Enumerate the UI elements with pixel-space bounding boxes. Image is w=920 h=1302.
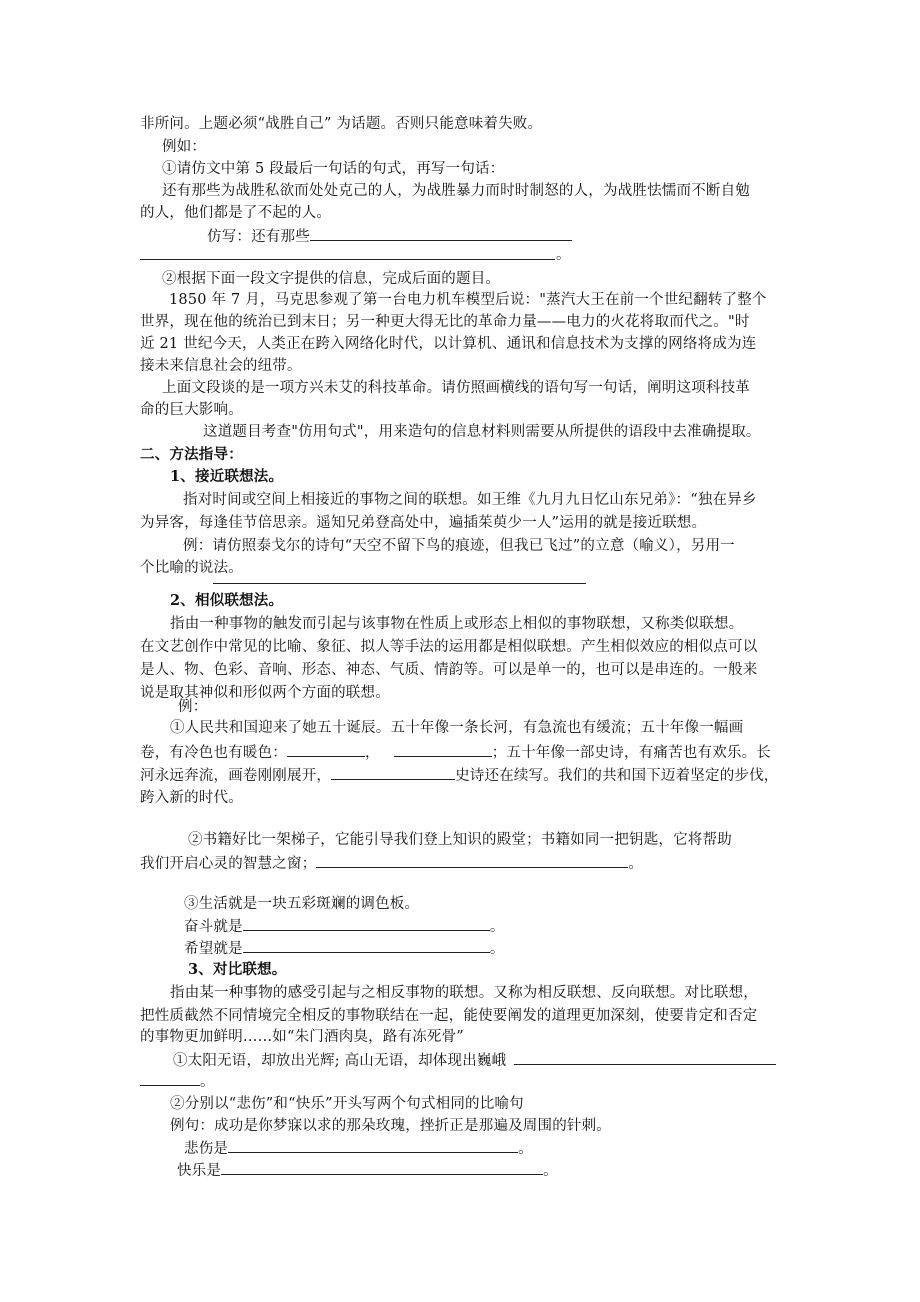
text-segment: 。 (518, 1141, 533, 1157)
text-line: 。 (556, 247, 571, 263)
answer-blank[interactable] (140, 1071, 200, 1086)
text-line: ③生活就是一块五彩斑斓的调色板。 (184, 896, 420, 912)
answer-blank[interactable] (514, 1050, 776, 1065)
section-heading: 二、方法指导： (140, 446, 243, 463)
answer-blank[interactable] (331, 765, 455, 780)
text-segment: 希望就是 (184, 941, 243, 957)
text-line: ②书籍好比一架梯子，它能引导我们登上知识的殿堂；书籍如同一把钥匙，它将帮助 (188, 832, 732, 848)
text-segment: 。 (543, 1163, 558, 1179)
text-line: 非所问。上题必须“战胜自己” 为话题。否则只能意味着失败。 (140, 116, 543, 132)
text-line: 1850 年 7 月，马克思参观了第一台电力机车模型后说："蒸汽大王在前一个世纪翻转了整个 (169, 292, 767, 308)
answer-blank[interactable] (394, 742, 492, 757)
answer-blank[interactable] (243, 938, 490, 953)
text-line: 世界，现在他的统治已到末日；另一种更大得无比的革命力量——电力的火花将取而代之。"时 (140, 314, 750, 330)
fill-line (184, 916, 505, 937)
text-line: ②分别以“悲伤”和“快乐”开头写两个句式相同的比喻句 (170, 1096, 524, 1112)
subsection-heading: 1、接近联想法。 (170, 468, 284, 485)
imitation-prompt (207, 226, 572, 247)
text-segment: 悲伤是 (184, 1141, 229, 1157)
fill-line (140, 742, 771, 763)
text-line: 上面文段谈的是一项方兴未艾的科技革命。请仿照画横线的语句写一句话，阐明这项科技革 (162, 380, 750, 396)
text-line: 指对时间或空间上相接近的事物之间的联想。如王维《九月九日忆山东兄弟》：“独在异乡 (183, 492, 757, 508)
imitation-label: 仿写：还有那些 (207, 229, 310, 245)
text-line: 这道题目考查"仿用句式"，用来造句的信息材料则需要从所提供的语段中去准确提取。 (203, 424, 761, 440)
answer-blank[interactable] (213, 583, 586, 584)
fill-line (140, 765, 779, 786)
text-segment: 。 (489, 919, 505, 935)
text-segment: 。 (489, 941, 505, 957)
text-line: 为异客，每逢佳节倍思亲。遥知兄弟登高处中，遍插茱萸少一人”运用的就是接近联想。 (140, 515, 707, 531)
text-line: 说是取其神似和形似两个方面的联想。 (140, 685, 390, 701)
text-segment: 史诗还在续写。我们的共和国下迈着坚定的步伐， (455, 768, 779, 784)
answer-blank[interactable] (243, 916, 490, 931)
answer-blank[interactable] (287, 742, 365, 757)
text-line: ②根据下面一段文字提供的信息，完成后面的题目。 (162, 271, 501, 287)
subsection-heading: 3、对比联想。 (188, 961, 287, 978)
text-line: 是人、物、色彩、音响、形态、神态、气质、情韵等。可以是单一的，也可以是串连的。一般来 (140, 662, 758, 678)
text-line: 例： (178, 699, 208, 715)
text-segment: ；五十年像一部史诗，有痛苦也有欢乐。长 (491, 745, 772, 761)
text-segment: 。 (628, 856, 644, 872)
text-line: 的人，他们都是了不起的人。 (140, 205, 332, 221)
text-segment: 奋斗就是 (184, 919, 243, 935)
text-line: 近 21 世纪今天，人类正在跨入网络化时代，以计算机、通讯和信息技术为支撑的网络将成为连 (140, 336, 757, 352)
subsection-heading: 2、相似联想法。 (170, 592, 284, 609)
answer-blank[interactable] (140, 259, 555, 260)
text-line: 在文艺创作中常见的比喻、象征、拟人等手法的运用都是相似联想。产生相似效应的相似点可以 (140, 639, 758, 655)
fill-line (184, 1138, 533, 1159)
text-line: 个比喻的说法。 (140, 560, 243, 576)
answer-blank[interactable] (228, 1138, 518, 1153)
fill-line (140, 1071, 215, 1092)
fill-line (177, 1160, 558, 1181)
text-segment: 。 (200, 1074, 215, 1090)
text-line: 例句：成功是你梦寐以求的那朵玫瑰，挫折正是那遍及周围的针刺。 (170, 1118, 611, 1134)
answer-blank[interactable] (310, 226, 572, 241)
fill-line (184, 938, 505, 959)
text-line: 把性质截然不同情境完全相反的事物联结在一起，能使要阐发的道理更加深刻，使要肯定和否定 (140, 1008, 758, 1024)
text-segment: 卷，有冷色也有暖色： (140, 745, 287, 761)
text-line: 接未来信息社会的纽带。 (140, 358, 302, 374)
text-segment: 河永远奔流，画卷刚刚展开， (140, 768, 332, 784)
text-line: 指由某一种事物的感受引起与之相反事物的联想。又称为相反联想、反向联想。对比联想， (170, 985, 758, 1001)
text-line: 指由一种事物的触发而引起与该事物在性质上或形态上相似的事物联想，又称类似联想。 (170, 616, 744, 632)
fill-line (140, 853, 643, 874)
answer-blank[interactable] (221, 1160, 543, 1175)
text-line: 命的巨大影响。 (140, 402, 243, 418)
text-line: 的事物更加鲜明……如“朱门酒肉臭，路有冻死骨” (140, 1029, 464, 1045)
text-line: 跨入新的时代。 (140, 790, 243, 806)
text-line: 例：请仿照泰戈尔的诗句“天空不留下鸟的痕迹，但我已飞过”的立意（喻义），另用一 (183, 538, 735, 554)
text-line: 还有那些为战胜私欲而处处克己的人，为战胜暴力而时时制怒的人，为战胜怯懦而不断自勉 (162, 183, 750, 199)
text-line: ①请仿文中第 5 段最后一句话的句式，再写一句话： (162, 161, 505, 177)
fill-line (173, 1050, 776, 1071)
text-line: 例如： (162, 139, 207, 155)
answer-blank[interactable] (316, 853, 628, 868)
text-segment: ①太阳无语，却放出光辉; 高山无语，却体现出巍峨 (173, 1053, 507, 1069)
text-segment: 快乐是 (177, 1163, 222, 1179)
text-line: ①人民共和国迎来了她五十诞辰。五十年像一条长河，有急流也有缓流；五十年像一幅画 (170, 720, 744, 736)
text-segment: ， (365, 745, 380, 761)
text-segment: 我们开启心灵的智慧之窗； (140, 856, 317, 872)
